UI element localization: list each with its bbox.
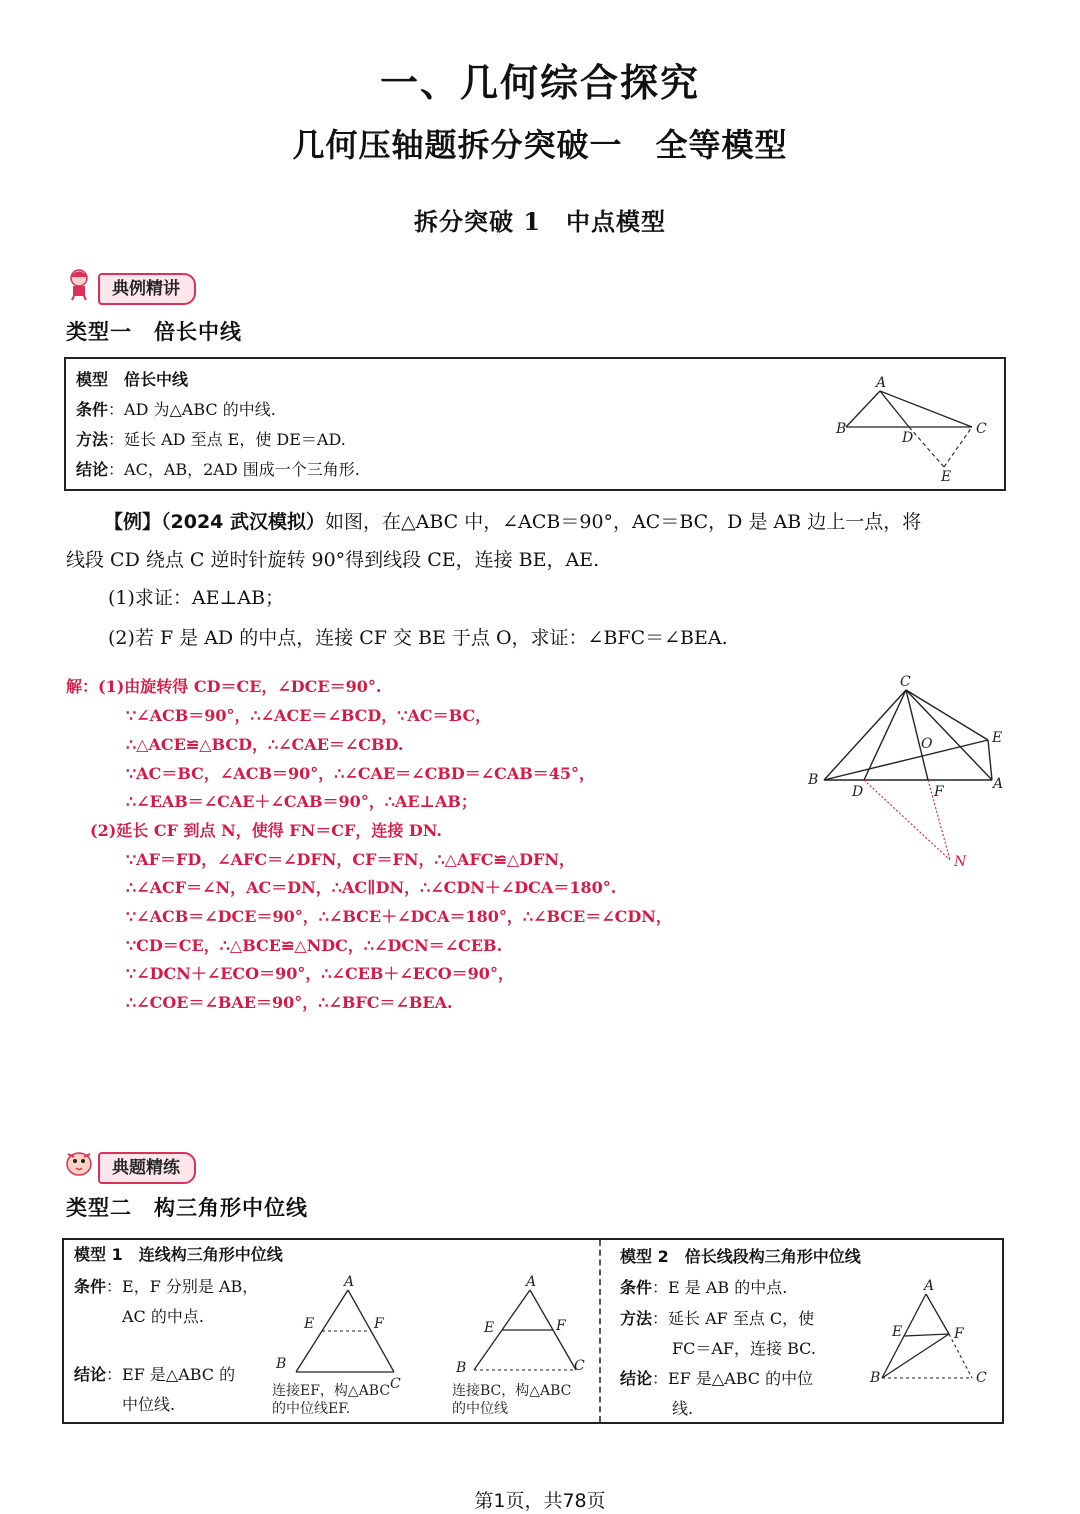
fig1-label-D: D bbox=[902, 430, 914, 446]
model-method: 方法：延长 AD 至点 E，使 DE＝AD. bbox=[76, 430, 346, 449]
fig3-label-F: F bbox=[374, 1316, 384, 1332]
solution-line-7: ∵AF＝FD，∠AFC＝∠DFN，CF＝FN，∴△AFC≌△DFN， bbox=[126, 850, 576, 869]
model2-conclusion-cont: 线. bbox=[672, 1399, 694, 1418]
model1-conclusion-cont: 中位线. bbox=[122, 1395, 176, 1414]
model1-caption-a: 连接EF，构△ABC 的中位线EF. bbox=[272, 1383, 391, 1417]
fig2-label-C: C bbox=[900, 674, 911, 690]
model2-figure bbox=[864, 1274, 994, 1392]
model1-conclusion: 结论：EF 是△ABC 的 bbox=[74, 1365, 236, 1384]
solution-line-10: ∵CD＝CE，∴△BCE≌△NDC，∴∠DCN＝∠CEB. bbox=[126, 936, 503, 955]
fig5-label-A: A bbox=[924, 1278, 935, 1294]
solution-line-4: ∵AC＝BC，∠ACB＝90°，∴∠CAE＝∠CBD＝∠CAB＝45°， bbox=[126, 764, 596, 783]
fig1-label-B: B bbox=[836, 421, 847, 437]
model2-condition: 条件：E 是 AB 的中点. bbox=[620, 1278, 788, 1297]
model2-method-cont: FC＝AF，连接 BC. bbox=[672, 1339, 816, 1358]
subtitle: 几何压轴题拆分突破一 全等模型 bbox=[292, 126, 788, 164]
model2-method: 方法：延长 AF 至点 C，使 bbox=[620, 1309, 815, 1328]
solution-line-12: ∴∠COE＝∠BAE＝90°，∴∠BFC＝∠BEA. bbox=[126, 993, 453, 1012]
model1-figure-b bbox=[444, 1270, 594, 1382]
fig5-label-C: C bbox=[976, 1370, 987, 1386]
fig3-label-E: E bbox=[304, 1316, 315, 1332]
solution-line-11: ∵∠DCN＋∠ECO＝90°，∴∠CEB＋∠ECO＝90°， bbox=[126, 964, 514, 983]
fig1-label-A: A bbox=[876, 375, 887, 391]
solution-line-3: ∴△ACE≌△BCD，∴∠CAE＝∠CBD. bbox=[126, 735, 404, 754]
model-conclusion: 结论：AC，AB，2AD 围成一个三角形. bbox=[76, 460, 360, 479]
solution-line-8: ∴∠ACF＝∠N，AC＝DN，∴AC∥DN，∴∠CDN＋∠DCA＝180°. bbox=[126, 878, 617, 897]
model-box-midline bbox=[62, 1238, 1004, 1424]
solution-line-6: (2)延长 CF 到点 N，使得 FN＝CF，连接 DN. bbox=[90, 821, 442, 840]
solution-line-2: ∵∠ACB＝90°，∴∠ACE＝∠BCD，∵AC＝BC， bbox=[126, 706, 492, 725]
example-question2: (2)若 F 是 AD 的中点，连接 CF 交 BE 于点 O，求证：∠BFC＝∠BEA. bbox=[108, 627, 728, 649]
badge-typical-examples bbox=[98, 273, 196, 305]
fig2-label-B: B bbox=[808, 772, 819, 788]
fig5-label-E: E bbox=[892, 1324, 903, 1340]
fig3-label-A: A bbox=[344, 1274, 355, 1290]
fig3-label-C: C bbox=[390, 1376, 401, 1392]
fig2-label-O: O bbox=[921, 736, 933, 752]
girl-mascot-icon bbox=[64, 268, 94, 300]
model2-conclusion: 结论：EF 是△ABC 的中位 bbox=[620, 1369, 814, 1388]
badge-practice bbox=[98, 1152, 196, 1184]
main-title: 一、几何综合探究 bbox=[379, 61, 700, 105]
model-condition: 条件：AD 为△ABC 的中线. bbox=[76, 400, 276, 419]
model1-title: 模型 1 连线构三角形中位线 bbox=[74, 1245, 283, 1264]
model1-condition-cont: AC 的中点. bbox=[122, 1307, 204, 1326]
solution-line-1: 解：(1)由旋转得 CD＝CE，∠DCE＝90°. bbox=[66, 677, 382, 696]
badge-label: 典例精讲 bbox=[112, 279, 180, 299]
fig3-label-B: B bbox=[276, 1356, 287, 1372]
fig2-label-F: F bbox=[934, 784, 944, 800]
solution-line-9: ∵∠ACB＝∠DCE＝90°，∴∠BCE＋∠DCA＝180°，∴∠BCE＝∠CDN， bbox=[126, 907, 672, 926]
fig5-label-F: F bbox=[954, 1326, 964, 1342]
solution-line-5: ∴∠EAB＝∠CAE＋∠CAB＝90°，∴AE⊥AB； bbox=[126, 792, 477, 811]
model-box-median bbox=[64, 357, 1006, 491]
example-figure bbox=[800, 672, 1020, 877]
model-divider bbox=[599, 1240, 601, 1422]
badge-label: 典题精练 bbox=[112, 1158, 180, 1178]
fig2-label-D: D bbox=[852, 784, 864, 800]
model1-condition: 条件：E，F 分别是 AB， bbox=[74, 1277, 259, 1296]
model2-title: 模型 2 倍长线段构三角形中位线 bbox=[620, 1247, 861, 1266]
fig4-label-A: A bbox=[526, 1274, 537, 1290]
fig2-label-E: E bbox=[992, 730, 1003, 746]
fig2-label-N: N bbox=[954, 854, 967, 870]
median-figure bbox=[836, 373, 996, 485]
type-heading-1: 类型一 倍长中线 bbox=[66, 320, 242, 344]
section-title: 拆分突破 1 中点模型 bbox=[413, 207, 667, 236]
fig4-label-E: E bbox=[484, 1320, 495, 1336]
model-title: 模型 倍长中线 bbox=[76, 370, 189, 389]
model1-caption-b: 连接BC，构△ABC 的中位线 bbox=[452, 1383, 572, 1417]
model1-figure-a bbox=[264, 1270, 414, 1392]
type-heading-2: 类型二 构三角形中位线 bbox=[66, 1196, 308, 1220]
fig1-label-E: E bbox=[941, 469, 952, 485]
fig4-label-B: B bbox=[456, 1360, 467, 1376]
fig5-label-B: B bbox=[870, 1370, 881, 1386]
example-line2: 线段 CD 绕点 C 逆时针旋转 90°得到线段 CE，连接 BE，AE. bbox=[66, 549, 600, 571]
example-line1: 【例】（2024 武汉模拟）如图，在△ABC 中，∠ACB＝90°，AC＝BC，D 是 AB 边上一点，将 bbox=[104, 511, 922, 533]
fig1-label-C: C bbox=[976, 421, 987, 437]
page-footer: 第1页，共78页 bbox=[474, 1490, 606, 1512]
fig4-label-C: C bbox=[574, 1358, 585, 1374]
bird-mascot-icon bbox=[64, 1148, 94, 1180]
example-question1: (1)求证：AE⊥AB； bbox=[108, 587, 285, 609]
fig2-label-A: A bbox=[993, 776, 1004, 792]
fig4-label-F: F bbox=[556, 1318, 566, 1334]
